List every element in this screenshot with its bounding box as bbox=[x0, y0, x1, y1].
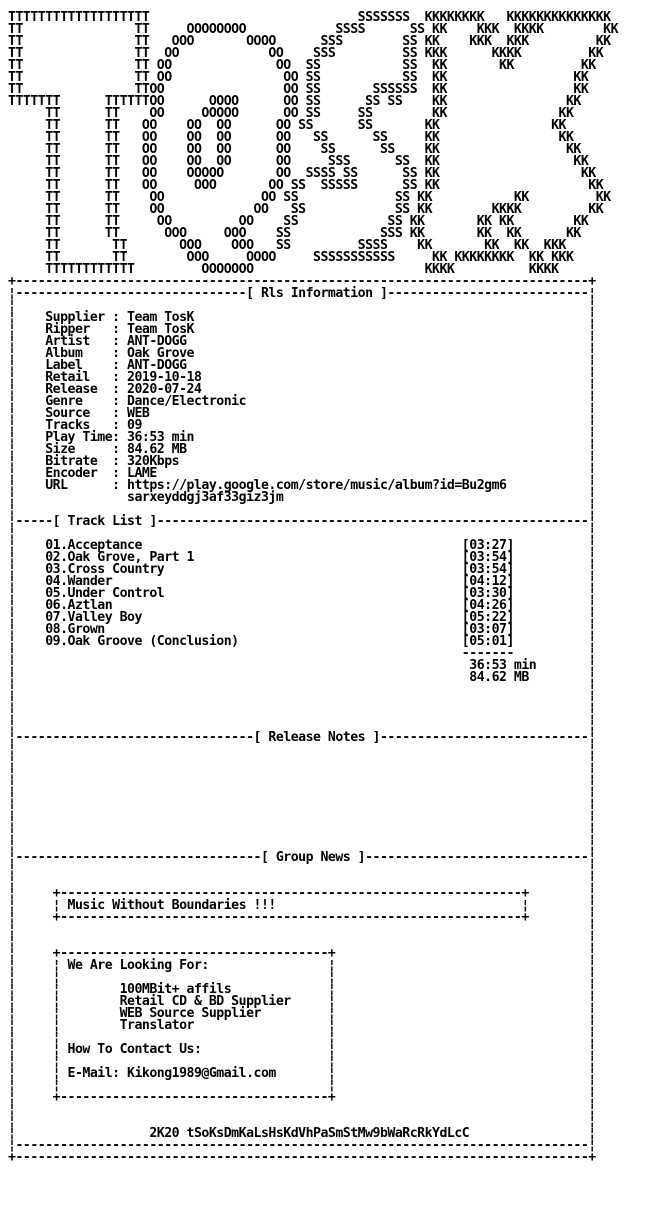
nfo-line: ¦ ¦ bbox=[8, 826, 596, 841]
nfo-line: ¦ 06.Aztlan [04:26] ¦ bbox=[8, 598, 596, 613]
nfo-line: ¦ 01.Acceptance [03:27] ¦ bbox=[8, 538, 596, 553]
nfo-line: ¦ ¦ bbox=[8, 742, 596, 757]
nfo-line: ¦ ¦ ¦ ¦ bbox=[8, 970, 596, 985]
nfo-line: TT TT OOO OOOO SSS SS KK KKK KKK KK bbox=[8, 34, 611, 49]
nfo-line: ¦ ¦ ¦ ¦ bbox=[8, 1054, 596, 1069]
nfo-line: ¦ 36:53 min ¦ bbox=[8, 658, 596, 673]
nfo-line: ¦ 84.62 MB ¦ bbox=[8, 670, 596, 685]
nfo-line: ¦ 02.Oak Grove, Part 1 [03:54] ¦ bbox=[8, 550, 596, 565]
nfo-line: ¦ ¦ bbox=[8, 922, 596, 937]
nfo-line: TT TT OOO OOO SS SSS KK KK KK KK bbox=[8, 226, 581, 241]
nfo-line: ¦ ¦ bbox=[8, 706, 596, 721]
nfo-line: ¦ Genre : Dance/Electronic ¦ bbox=[8, 394, 596, 409]
nfo-line: TTTTTTTTTTTTTTTTTTT SSSSSSS KKKKKKKK KKKKKKKKKKKKKK bbox=[8, 10, 611, 25]
nfo-line: ¦ +--------------------------------------------------------------+ ¦ bbox=[8, 886, 596, 901]
nfo-line: ¦ +------------------------------------+ ¦ bbox=[8, 1090, 596, 1105]
nfo-line: ¦ +--------------------------------------------------------------+ ¦ bbox=[8, 910, 596, 925]
nfo-line: ¦ ¦ WEB Source Supplier ¦ ¦ bbox=[8, 1006, 596, 1021]
nfo-line: TT TT OOO OOOO SSSSSSSSSSS KK KKKKKKKK KK KKK bbox=[8, 250, 574, 265]
nfo-line: ¦ ------- ¦ bbox=[8, 646, 596, 661]
nfo-line: ¦--------------------------------[ Release Notes ]----------------------------¦ bbox=[8, 730, 596, 745]
nfo-line: ¦ ¦ ¦ ¦ bbox=[8, 1030, 596, 1045]
nfo-line: ¦ ¦ bbox=[8, 682, 596, 697]
nfo-line: ¦ Artist : ANT-DOGG ¦ bbox=[8, 334, 596, 349]
nfo-line: ¦ ¦ bbox=[8, 718, 596, 733]
nfo-line: ¦ ¦ How To Contact Us: ¦ ¦ bbox=[8, 1042, 596, 1057]
nfo-line: ¦ URL : https://play.google.com/store/music/album?id=Bu2gm6 ¦ bbox=[8, 478, 596, 493]
nfo-line: ¦ 07.Valley Boy [05:22] ¦ bbox=[8, 610, 596, 625]
nfo-line: ¦---------------------------------[ Group News ]------------------------------¦ bbox=[8, 850, 596, 865]
nfo-line: ¦ ¦ Translator ¦ ¦ bbox=[8, 1018, 596, 1033]
nfo-line: ¦ ¦ bbox=[8, 802, 596, 817]
nfo-line: +-----------------------------------------------------------------------------+ bbox=[8, 274, 596, 289]
nfo-line: ¦ ¦ bbox=[8, 1114, 596, 1129]
nfo-line: ¦ Play Time: 36:53 min ¦ bbox=[8, 430, 596, 445]
nfo-line: ¦ Release : 2020-07-24 ¦ bbox=[8, 382, 596, 397]
nfo-line: TT TT OO OO SS SS KK KKKK KK bbox=[8, 202, 604, 217]
nfo-line: ¦ Ripper : Team TosK ¦ bbox=[8, 322, 596, 337]
nfo-line: ¦ ¦ bbox=[8, 526, 596, 541]
nfo-line: ¦ 04.Wander [04:12] ¦ bbox=[8, 574, 596, 589]
nfo-line: ¦ ¦ Music Without Boundaries !!! ¦ ¦ bbox=[8, 898, 596, 913]
nfo-line: ¦ ¦ bbox=[8, 754, 596, 769]
nfo-line: ¦ ¦ ¦ ¦ bbox=[8, 1078, 596, 1093]
nfo-line: ¦ Source : WEB ¦ bbox=[8, 406, 596, 421]
nfo-line: TT TT OO OO SS SS KK KK bbox=[8, 70, 589, 85]
nfo-line: ¦-----------------------------------------------------------------------------¦ bbox=[8, 1138, 596, 1153]
nfo-line: TTTTTTT TTTTTTOO OOOO OO SS SS SS KK KK bbox=[8, 94, 581, 109]
nfo-line: ¦ 2K20 tSoKsDmKaLsHsKdVhPaSmStMw9bWaRcRkYdLcC ¦ bbox=[8, 1126, 596, 1141]
nfo-line: ¦ ¦ bbox=[8, 934, 596, 949]
nfo-line: ¦ Retail : 2019-10-18 ¦ bbox=[8, 370, 596, 385]
nfo-line: ¦-------------------------------[ Rls Information ]---------------------------¦ bbox=[8, 286, 596, 301]
nfo-line: ¦ ¦ bbox=[8, 778, 596, 793]
nfo-line: ¦ Bitrate : 320Kbps ¦ bbox=[8, 454, 596, 469]
nfo-line: ¦ Size : 84.62 MB ¦ bbox=[8, 442, 596, 457]
nfo-line: TT TT OOO OOO SS SSSS KK KK KK KKK bbox=[8, 238, 566, 253]
nfo-line: TT TT OOOOOOOO SSSS SS KK KKK KKKK KK bbox=[8, 22, 619, 37]
nfo-line: ¦ ¦ bbox=[8, 790, 596, 805]
nfo-line: ¦ ¦ E-Mail: Kikong1989@Gmail.com ¦ ¦ bbox=[8, 1066, 596, 1081]
nfo-line: TT TT OO OO SS SS KK KK KK bbox=[8, 58, 596, 73]
nfo-line: TT TT OO OOOOO OO SSSS SS SS KK KK bbox=[8, 166, 596, 181]
nfo-line: TT TT OO OO OO OO SS SS KK KK bbox=[8, 142, 581, 157]
nfo-line: ¦ Label : ANT-DOGG ¦ bbox=[8, 358, 596, 373]
nfo-line: ¦ 09.Oak Groove (Conclusion) [05:01] ¦ bbox=[8, 634, 596, 649]
nfo-line: ¦ ¦ bbox=[8, 862, 596, 877]
nfo-line: ¦ 05.Under Control [03:30] ¦ bbox=[8, 586, 596, 601]
nfo-line: ¦ ¦ Retail CD & BD Supplier ¦ ¦ bbox=[8, 994, 596, 1009]
nfo-line: TT TT OO OO OO OO SS SS KK KK bbox=[8, 130, 574, 145]
nfo-line: ¦ Encoder : LAME ¦ bbox=[8, 466, 596, 481]
nfo-line: TTTTTTTTTTTT OOOOOOO KKKK KKKK bbox=[8, 262, 559, 277]
nfo-line: TT TT OO OO OO OO SSS SS KK KK bbox=[8, 154, 589, 169]
nfo-line: ¦ sarxeyddgj3af33giz3jm ¦ bbox=[8, 490, 596, 505]
nfo-line: ¦ ¦ bbox=[8, 298, 596, 313]
nfo-line: ¦ ¦ 100MBit+ affils ¦ ¦ bbox=[8, 982, 596, 997]
nfo-line: ¦ Tracks : 09 ¦ bbox=[8, 418, 596, 433]
nfo-line: ¦ ¦ bbox=[8, 814, 596, 829]
nfo-line: ¦ Supplier : Team TosK ¦ bbox=[8, 310, 596, 325]
nfo-line: ¦ ¦ We Are Looking For: ¦ ¦ bbox=[8, 958, 596, 973]
nfo-line: ¦ ¦ bbox=[8, 1102, 596, 1117]
nfo-line: TT TT OO OO OO OO SS SS KK KK bbox=[8, 118, 566, 133]
nfo-line: ¦ ¦ bbox=[8, 766, 596, 781]
nfo-line: ¦ 03.Cross Country [03:54] ¦ bbox=[8, 562, 596, 577]
nfo-line: ¦ Album : Oak Grove ¦ bbox=[8, 346, 596, 361]
nfo-line: TT TT OO OO SS SS KK KK KK bbox=[8, 190, 611, 205]
nfo-line: +-----------------------------------------------------------------------------+ bbox=[8, 1150, 596, 1165]
nfo-line: TT TT OO OO SSS SS KKK KKKK KK bbox=[8, 46, 604, 61]
nfo-line: ¦ ¦ bbox=[8, 694, 596, 709]
nfo-line: ¦ ¦ bbox=[8, 838, 596, 853]
nfo-line: TT TTOO OO SS SSSSSS KK KK bbox=[8, 82, 589, 97]
nfo-line: ¦ ¦ bbox=[8, 874, 596, 889]
nfo-line: TT TT OO OOOOO OO SS SS KK KK bbox=[8, 106, 574, 121]
nfo-line: ¦-----[ Track List ]----------------------------------------------------------¦ bbox=[8, 514, 596, 529]
nfo-line: TT TT OO OO SS SS KK KK KK KK bbox=[8, 214, 589, 229]
nfo-line: ¦ 08.Grown [03:07] ¦ bbox=[8, 622, 596, 637]
nfo-line: ¦ ¦ bbox=[8, 502, 596, 517]
nfo-line: TT TT OO OOO OO SS SSSSS SS KK KK bbox=[8, 178, 604, 193]
nfo-line: ¦ +------------------------------------+ ¦ bbox=[8, 946, 596, 961]
